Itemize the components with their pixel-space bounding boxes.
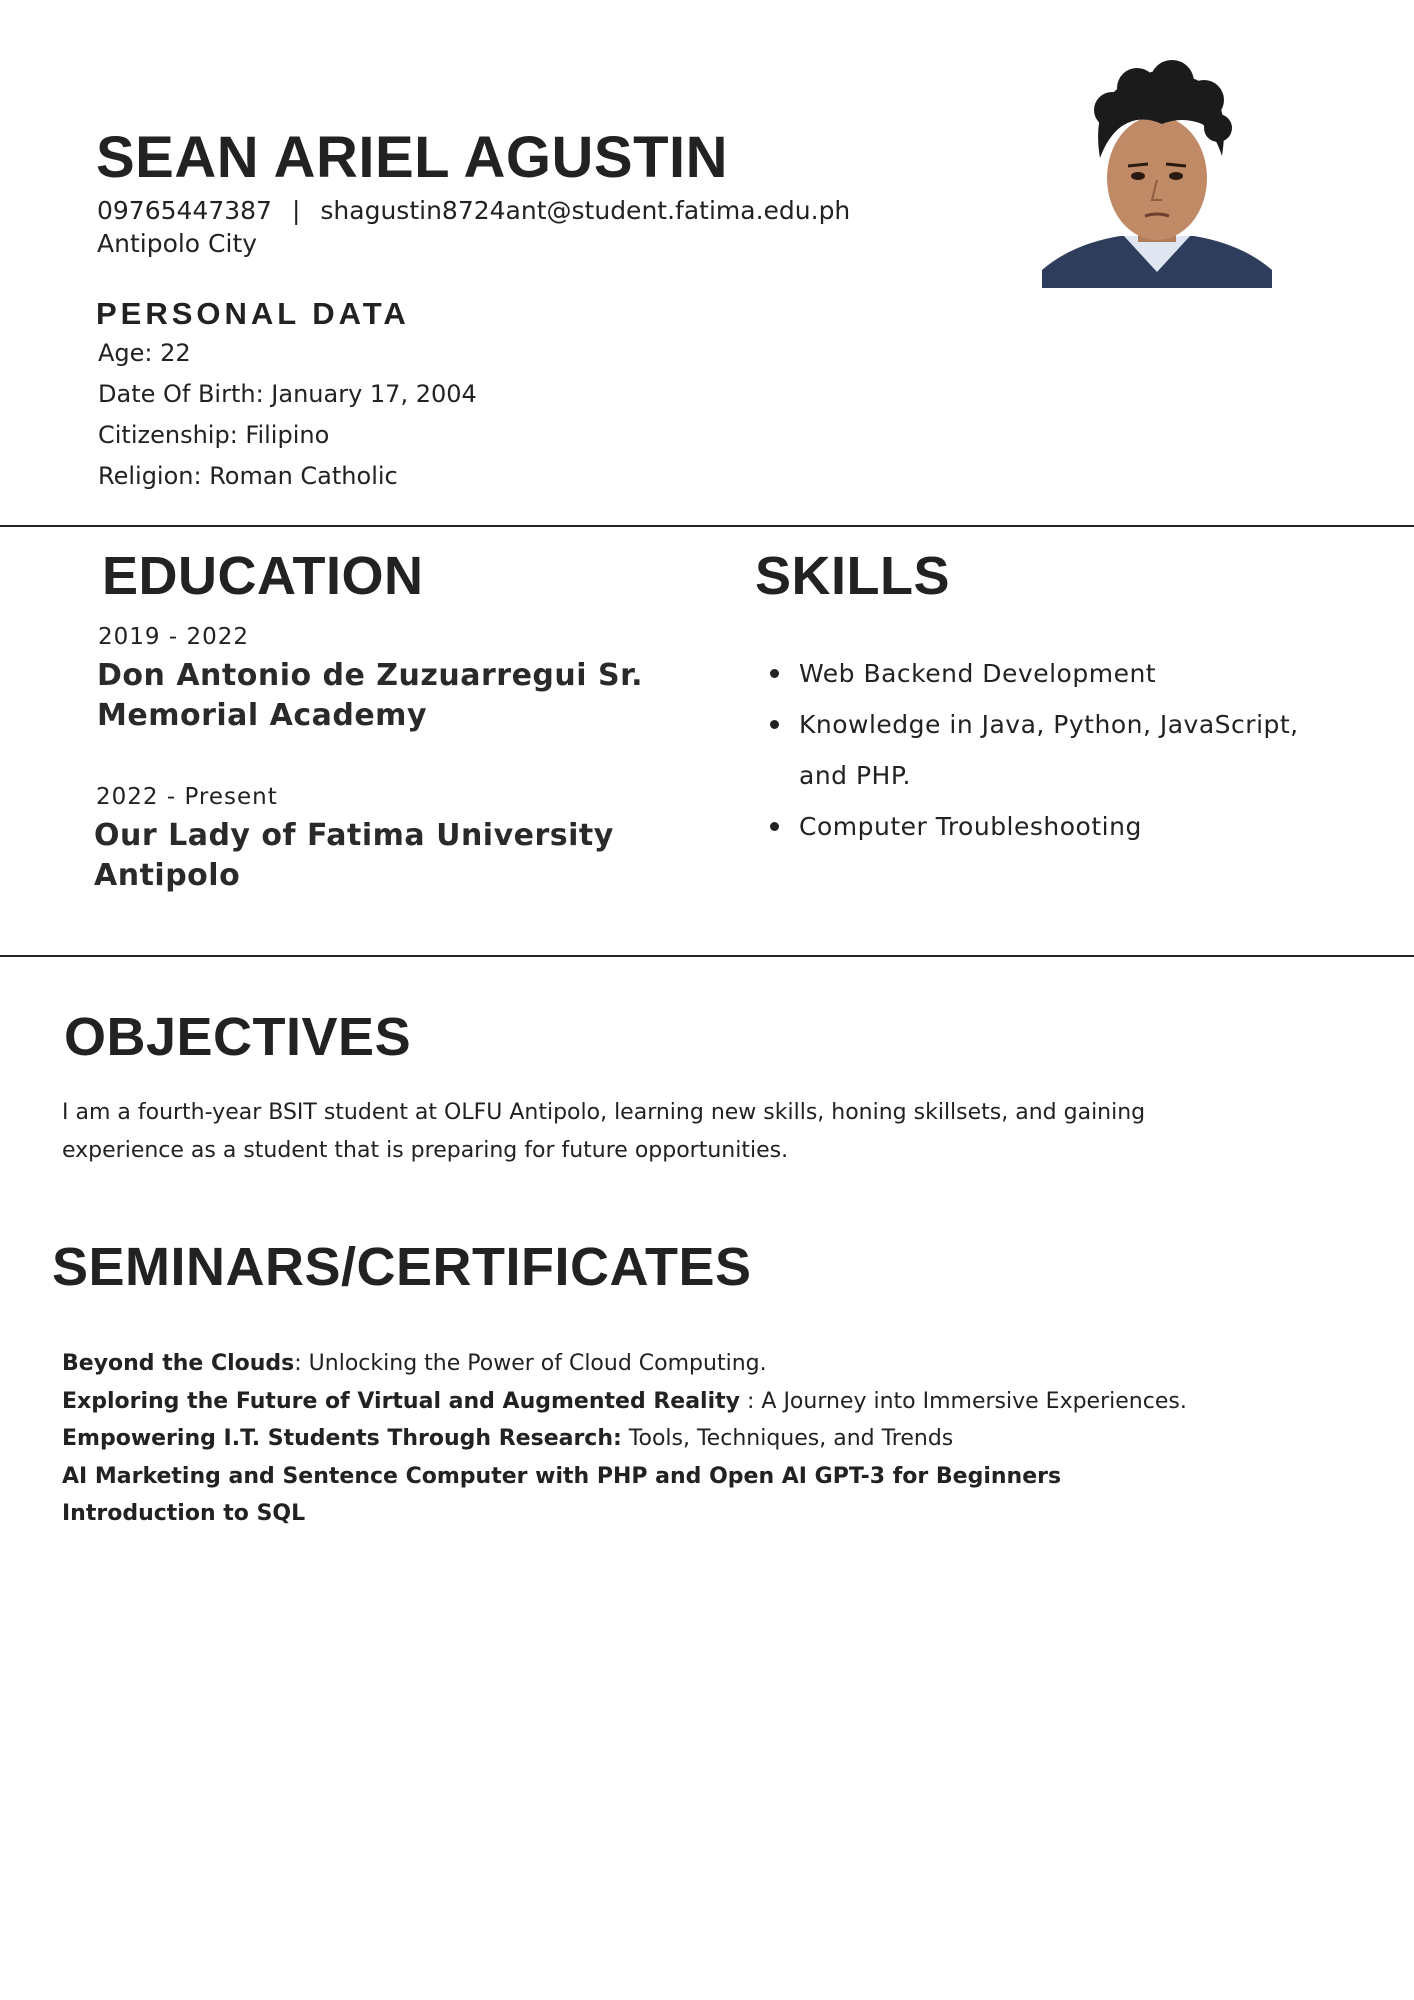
skill-item <box>770 648 1330 699</box>
education-school-2: Our Lady of Fatima University Antipolo <box>94 818 614 893</box>
skill-item <box>770 801 1330 852</box>
personal-data-citizenship: Citizenship: Filipino <box>98 421 330 449</box>
seminar-title: Exploring the Future of Virtual and Augmented Reality <box>62 1388 740 1414</box>
education-heading: EDUCATION <box>102 546 424 606</box>
education-years-2: 2022 - Present <box>96 784 278 810</box>
resume-name: SEAN ARIEL AGUSTIN <box>96 125 729 190</box>
seminar-title: Empowering I.T. Students Through Research: <box>62 1426 622 1451</box>
seminar-title: Beyond the Clouds <box>62 1351 295 1376</box>
seminar-item <box>62 1458 1312 1496</box>
contact-separator: | <box>291 196 301 225</box>
skill-item <box>770 699 1330 801</box>
personal-data-religion: Religion: Roman Catholic <box>98 462 398 490</box>
skill-text: Computer Troubleshooting <box>799 812 1142 841</box>
seminar-item <box>62 1495 1312 1533</box>
seminar-item <box>62 1420 1312 1458</box>
seminar-item <box>62 1383 1312 1421</box>
seminars-list <box>62 1345 1312 1533</box>
seminar-item <box>62 1345 1312 1383</box>
seminars-heading: SEMINARS/CERTIFICATES <box>52 1237 752 1297</box>
skills-heading: SKILLS <box>755 546 951 606</box>
seminar-title: Introduction to SQL <box>62 1501 306 1526</box>
seminar-subtitle: : Unlocking the Power of Cloud Computing. <box>294 1351 767 1376</box>
skill-text: Web Backend Development <box>799 659 1157 688</box>
objectives-text: I am a fourth-year BSIT student at OLFU Antipolo, learning new skills, honing skillsets, and gaining experience as a student that is preparing for future opportunities. <box>62 1100 1146 1163</box>
photo-eye-left <box>1131 172 1145 180</box>
objectives-heading: OBJECTIVES <box>64 1007 412 1067</box>
seminar-title: AI Marketing and Sentence Computer with PHP and Open AI GPT-3 for Beginners <box>62 1463 1062 1489</box>
email-address: shagustin8724ant@student.fatima.edu.ph <box>320 196 851 225</box>
divider-top <box>0 525 1414 527</box>
phone-number: 09765447387 <box>97 196 272 225</box>
personal-data-heading: PERSONAL DATA <box>96 296 410 331</box>
photo-eye-right <box>1169 172 1183 180</box>
divider-middle <box>0 955 1414 957</box>
personal-data-age: Age: 22 <box>98 339 191 367</box>
seminar-subtitle: Tools, Techniques, and Trends <box>621 1426 954 1451</box>
skill-text: Knowledge in Java, Python, JavaScript, and PHP. <box>799 710 1299 790</box>
education-school-1: Don Antonio de Zuzuarregui Sr. Memorial Academy <box>97 658 643 733</box>
contact-line <box>97 196 850 225</box>
bullet-icon <box>770 822 779 831</box>
bullet-icon <box>770 720 779 729</box>
photo-face <box>1107 116 1207 240</box>
education-years-1: 2019 - 2022 <box>98 624 249 650</box>
personal-data-birth: Date Of Birth: January 17, 2004 <box>98 380 477 408</box>
city: Antipolo City <box>97 229 258 258</box>
bullet-icon <box>770 669 779 678</box>
skills-list <box>770 648 1330 852</box>
seminar-subtitle: : A Journey into Immersive Experiences. <box>740 1388 1187 1414</box>
profile-photo <box>1042 58 1272 288</box>
